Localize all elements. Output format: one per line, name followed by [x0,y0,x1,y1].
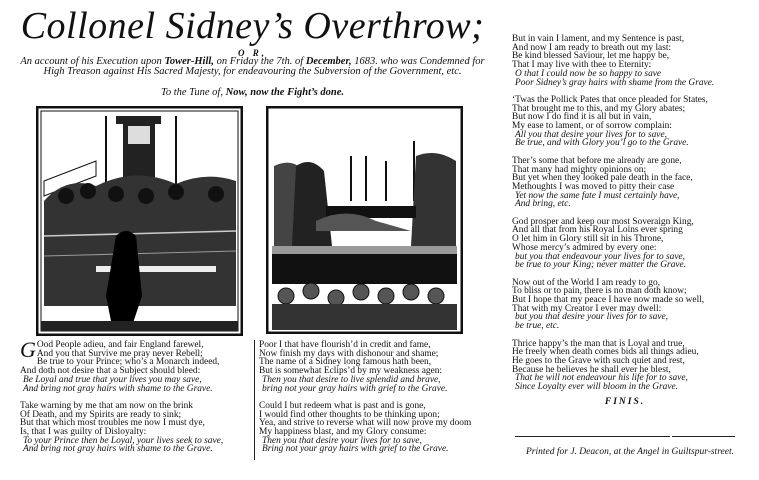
verse-line: Take warning by me that am now on the brink [20,400,193,411]
stanza [20,337,223,394]
finis: FINIS. [604,397,646,407]
chorus-line: And bring not gray hairs with shame to the Grave. [23,383,213,394]
verse-line: Of Death, and my Spirits are ready to sink; [20,409,182,420]
verse-line: But I hope that my peace I have now made so well, [512,295,705,306]
verse-line: That many had mighty opinions on; [512,164,647,175]
chorus-line: That he will not endeavour his life for to save, [515,373,688,384]
verse-line: Could I but redeem what is past and is gone, [259,400,426,411]
chorus-line: To your Prince then be Loyal, your lives seek to save, [23,435,224,446]
verse-line: My ease to lament, or of sorrow complain: [512,121,672,132]
drop-cap: G [20,337,36,362]
chorus-line: be true, etc. [515,321,560,332]
verse-line: But is somewhat Eclips’d by my weakness agen: [259,366,443,377]
tune-prefix: To the Tune of, [160,87,226,98]
verse-line: That I may live with thee to Eternity: [512,60,652,71]
chorus-line: Since Loyalty ever will bloom in the Grave. [515,382,678,393]
chorus-line: Bring not your gray hairs with grief to the Grave. [262,444,449,455]
verse-line: That with my Creator I ever may dwell: [512,303,662,314]
verse-line: And you that Survive me pray never Rebell; [36,348,203,359]
ballad-column-left [20,337,224,463]
verse-line: But yet when they looked pale death in the face, [512,173,693,184]
subtitle-place: Tower-Hill, [164,56,214,67]
chorus-line: but you that endeavour your lives for to save, [515,251,686,262]
verse-line: Yea, and strive to reverse what will now prove my doom [259,418,472,429]
verse-line: O let him in Glory still sit in his Throne, [512,234,664,245]
chorus-line: And bring, etc. [515,199,571,210]
verse-line: Now finish my days with dishonour and shame; [259,348,439,359]
stanza [259,402,471,454]
subtitle-part: on Friday the 7th. of [213,56,306,67]
ballad-column-middle [259,341,471,463]
chorus-line: Be Loyal and true that your lives you may save, [23,374,202,385]
verse-line: He freely when death comes bids all things adieu, [512,347,699,358]
ballad-column-right [512,35,714,400]
verse-line: Whose mercy’s admired by every one: [512,242,657,253]
verse-line: Thrice happy’s the man that is Loyal and true, [512,338,685,349]
chorus-line: Yet now the same fate I must certainly have, [515,190,680,201]
stanza [512,35,714,87]
verse-line: To bliss or to pain, there is no man doth know; [512,286,687,297]
chorus-line: be true to your King; never matter the Grave. [515,260,687,271]
verse-line: And all that from his Royal Loins ever spring [512,225,683,236]
chorus-line: All you that desire your lives for to save, [515,129,667,140]
verse-line: Now out of the World I am ready to go, [512,277,660,288]
stanza [512,279,714,331]
verse-line: Ther’s some that before me already are gone, [512,155,682,166]
verse-line: But in vain I lament, and my Sentence is past, [512,34,685,44]
chorus-line: bring not your gray hairs with grief to the Grave. [262,383,448,394]
subtitle-part: 1683. who was Condemned for High Treason against His Sacred Majesty, for endeavouring the Subversion of the Government, etc. [43,56,485,77]
verse-line: My happiness blast, and my Glory consume: [259,427,427,438]
subtitle-part: An account of his Execution upon [20,56,165,67]
verse-line: Ood People adieu, and fair England farewel, [36,340,204,350]
printer-imprint: Printed for J. Deacon, at the Angel in Guiltspur-street. [526,447,734,457]
verse-line: Poor I that have flourish’d in credit and fame, [259,340,431,350]
verse-line: ‘Twas the Pollick Pates that once pleaded for States, [512,94,708,105]
chorus-line: Then you that desire your lives for to save, [262,435,422,446]
verse-line: Be true to your Prince; who’s a Monarch indeed, [36,357,220,368]
stanza [20,402,223,454]
verse-line: And doth not desire that a Subject should bleed: [20,366,201,377]
chorus-line: Poor Sidney’s gray hairs with shame from the Grave. [515,77,715,88]
verse-line: But now I do find it is all but in vain, [512,112,652,123]
stanza [512,157,714,209]
subtitle [15,57,490,77]
chorus-line: but you that desire your lives for to save, [515,312,669,323]
verse-line: Is, that I was guilty of Disloyalty: [20,427,147,438]
stanza [259,341,471,393]
verse-line: That brought me to this, and my Glory abates; [512,103,686,114]
verse-line: And now I am ready to breath out my last: [512,42,672,53]
verse-line: I would find other thoughts to be thinking upon; [259,409,440,420]
column-divider [254,340,255,460]
verse-line: Because he believes he shall ever he blest, [512,364,671,375]
chorus-line: Be true, and with Glory you’l go to the Grave. [515,138,689,149]
chorus-line: Then you that desire to live splendid and brave, [262,374,441,385]
verse-line: The name of a Sidney long famous hath been, [259,357,432,368]
subtitle-month: December, [305,56,352,67]
chorus-line: And bring not gray hairs with shame to the Grave. [23,444,213,455]
woodcut-trial-scene [36,106,243,336]
verse-line: Methoughts I was moved to pitty their case [512,181,675,192]
rule-line [515,436,670,437]
tune-name: Now, now the Fight’s done. [225,87,345,98]
chorus-line: O that I could now be so happy to save [515,68,662,79]
verse-line: Be kind blessed Saviour, let me happy be, [512,51,670,62]
verse-line: God prosper and keep our most Soveraign King, [512,216,694,227]
stanza [512,96,714,148]
or-line: O R, [237,48,267,58]
broadside-title: Collonel Sidney’s Overthrow; [20,5,485,47]
tune-line [0,87,505,98]
stanza [512,218,714,270]
stanza [512,340,714,392]
verse-line: But that which most troubles me now I must dye, [20,418,205,429]
rule-line [672,436,735,437]
verse-line: He goes to the Grave with such quiet and rest, [512,355,685,366]
woodcut-execution-scene [266,106,463,334]
